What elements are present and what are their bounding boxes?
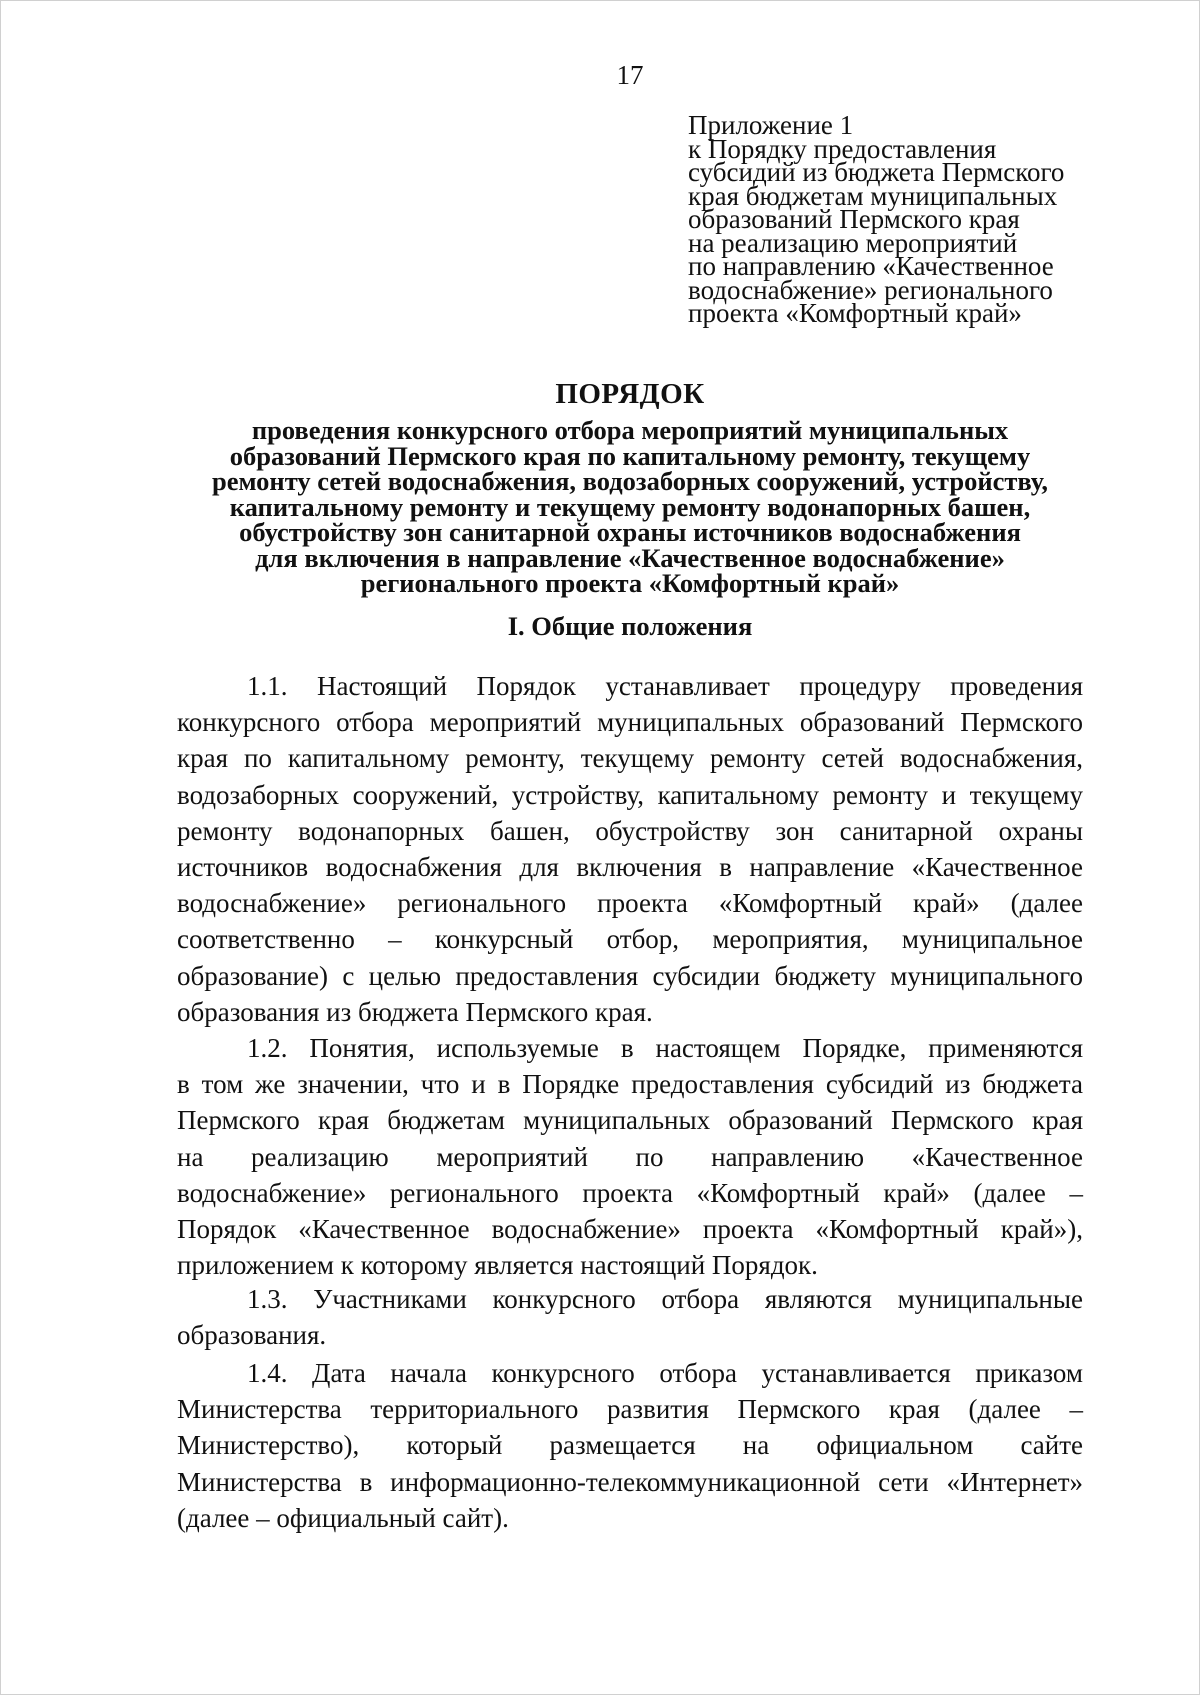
paragraph-line: Министерства в информационно-телекоммуникационной сети «Интернет» <box>177 1466 1083 1497</box>
document-title: ПОРЯДОК <box>555 378 705 410</box>
appendix-line: водоснабжение» регионального <box>688 274 1053 305</box>
subtitle-line: регионального проекта «Комфортный край» <box>360 568 900 598</box>
subtitle-line: проведения конкурсного отбора мероприятий муниципальных <box>251 415 1009 445</box>
appendix-line: субсидий из бюджета Пермского <box>688 157 1065 187</box>
subtitle-line: для включения в направление «Качественное водоснабжение» <box>255 542 1005 573</box>
paragraph-1-1 <box>177 668 1083 1030</box>
paragraph-line: на реализацию мероприятий по направлению «Качественное <box>177 1141 1083 1172</box>
paragraph-line: в том же значении, что и в Порядке предоставления субсидий из бюджета <box>177 1069 1083 1100</box>
appendix-line: проекта «Комфортный край» <box>688 298 1022 328</box>
paragraph-line: образование) с целью предоставления субсидии бюджету муниципального <box>177 960 1083 991</box>
paragraph-line: источников водоснабжения для включения в направление «Качественное <box>177 852 1083 883</box>
subtitle-line: капитальному ремонту и текущему ремонту водонапорных башен, <box>229 491 1031 522</box>
paragraph-line: образования. <box>177 1320 327 1351</box>
paragraph-line: ремонту водонапорных башен, обустройству зон санитарной охраны <box>177 815 1083 846</box>
paragraph-line: края по капитальному ремонту, текущему ремонту сетей водоснабжения, <box>177 743 1083 774</box>
paragraph-line: приложением к которому является настоящий Порядок. <box>177 1250 818 1281</box>
paragraph-line: водозаборных сооружений, устройству, капитальному ремонту и текущему <box>177 779 1083 810</box>
paragraph-line: Пермского края бюджетам муниципальных образований Пермского края <box>177 1105 1083 1136</box>
subtitle-line: образований Пермского края по капитальному ремонту, текущему <box>229 440 1031 471</box>
paragraph-line: (далее – официальный сайт). <box>177 1502 509 1533</box>
paragraph-line: соответственно – конкурсный отбор, мероприятия, муниципальное <box>177 924 1083 955</box>
paragraph-1-4 <box>177 1355 1083 1536</box>
paragraph-line: Порядок «Качественное водоснабжение» проекта «Комфортный край»), <box>177 1214 1083 1245</box>
section-heading: I. Общие положения <box>507 611 753 641</box>
paragraph-line: конкурсного отбора мероприятий муниципальных образований Пермского <box>177 707 1083 738</box>
appendix-note <box>688 110 1128 328</box>
appendix-line: края бюджетам муниципальных <box>688 180 1058 211</box>
page-number: 17 <box>616 60 644 90</box>
paragraph-1-3 <box>177 1281 1083 1353</box>
subtitle-line: ремонту сетей водоснабжения, водозаборных сооружений, устройству, <box>211 466 1048 496</box>
paragraph-line: образования из бюджета Пермского края. <box>177 996 653 1027</box>
paragraph-line: 1.4. Дата начала конкурсного отбора устанавливается приказом <box>247 1358 1083 1388</box>
paragraph-line: водоснабжение» регионального проекта «Комфортный край» (далее – <box>177 1177 1083 1208</box>
paragraph-line: 1.1. Настоящий Порядок устанавливает процедуру проведения <box>247 671 1083 701</box>
appendix-line: к Порядку предоставления <box>688 133 997 164</box>
appendix-line: Приложение 1 <box>688 110 854 140</box>
paragraph-line: водоснабжение» регионального проекта «Комфортный край» (далее <box>177 888 1083 919</box>
document-subtitle <box>150 415 1110 598</box>
paragraph-line: 1.2. Понятия, используемые в настоящем Порядке, применяются <box>247 1033 1083 1063</box>
appendix-line: на реализацию мероприятий <box>688 227 1018 258</box>
paragraph-1-2 <box>177 1030 1083 1283</box>
paragraph-line: 1.3. Участниками конкурсного отбора являются муниципальные <box>247 1284 1083 1314</box>
appendix-line: по направлению «Качественное <box>688 251 1054 281</box>
appendix-line: образований Пермского края <box>688 204 1020 234</box>
paragraph-line: Министерство), который размещается на официальном сайте <box>177 1430 1083 1461</box>
paragraph-line: Министерства территориального развития Пермского края (далее – <box>177 1394 1083 1425</box>
subtitle-line: обустройству зон санитарной охраны источников водоснабжения <box>239 517 1021 547</box>
